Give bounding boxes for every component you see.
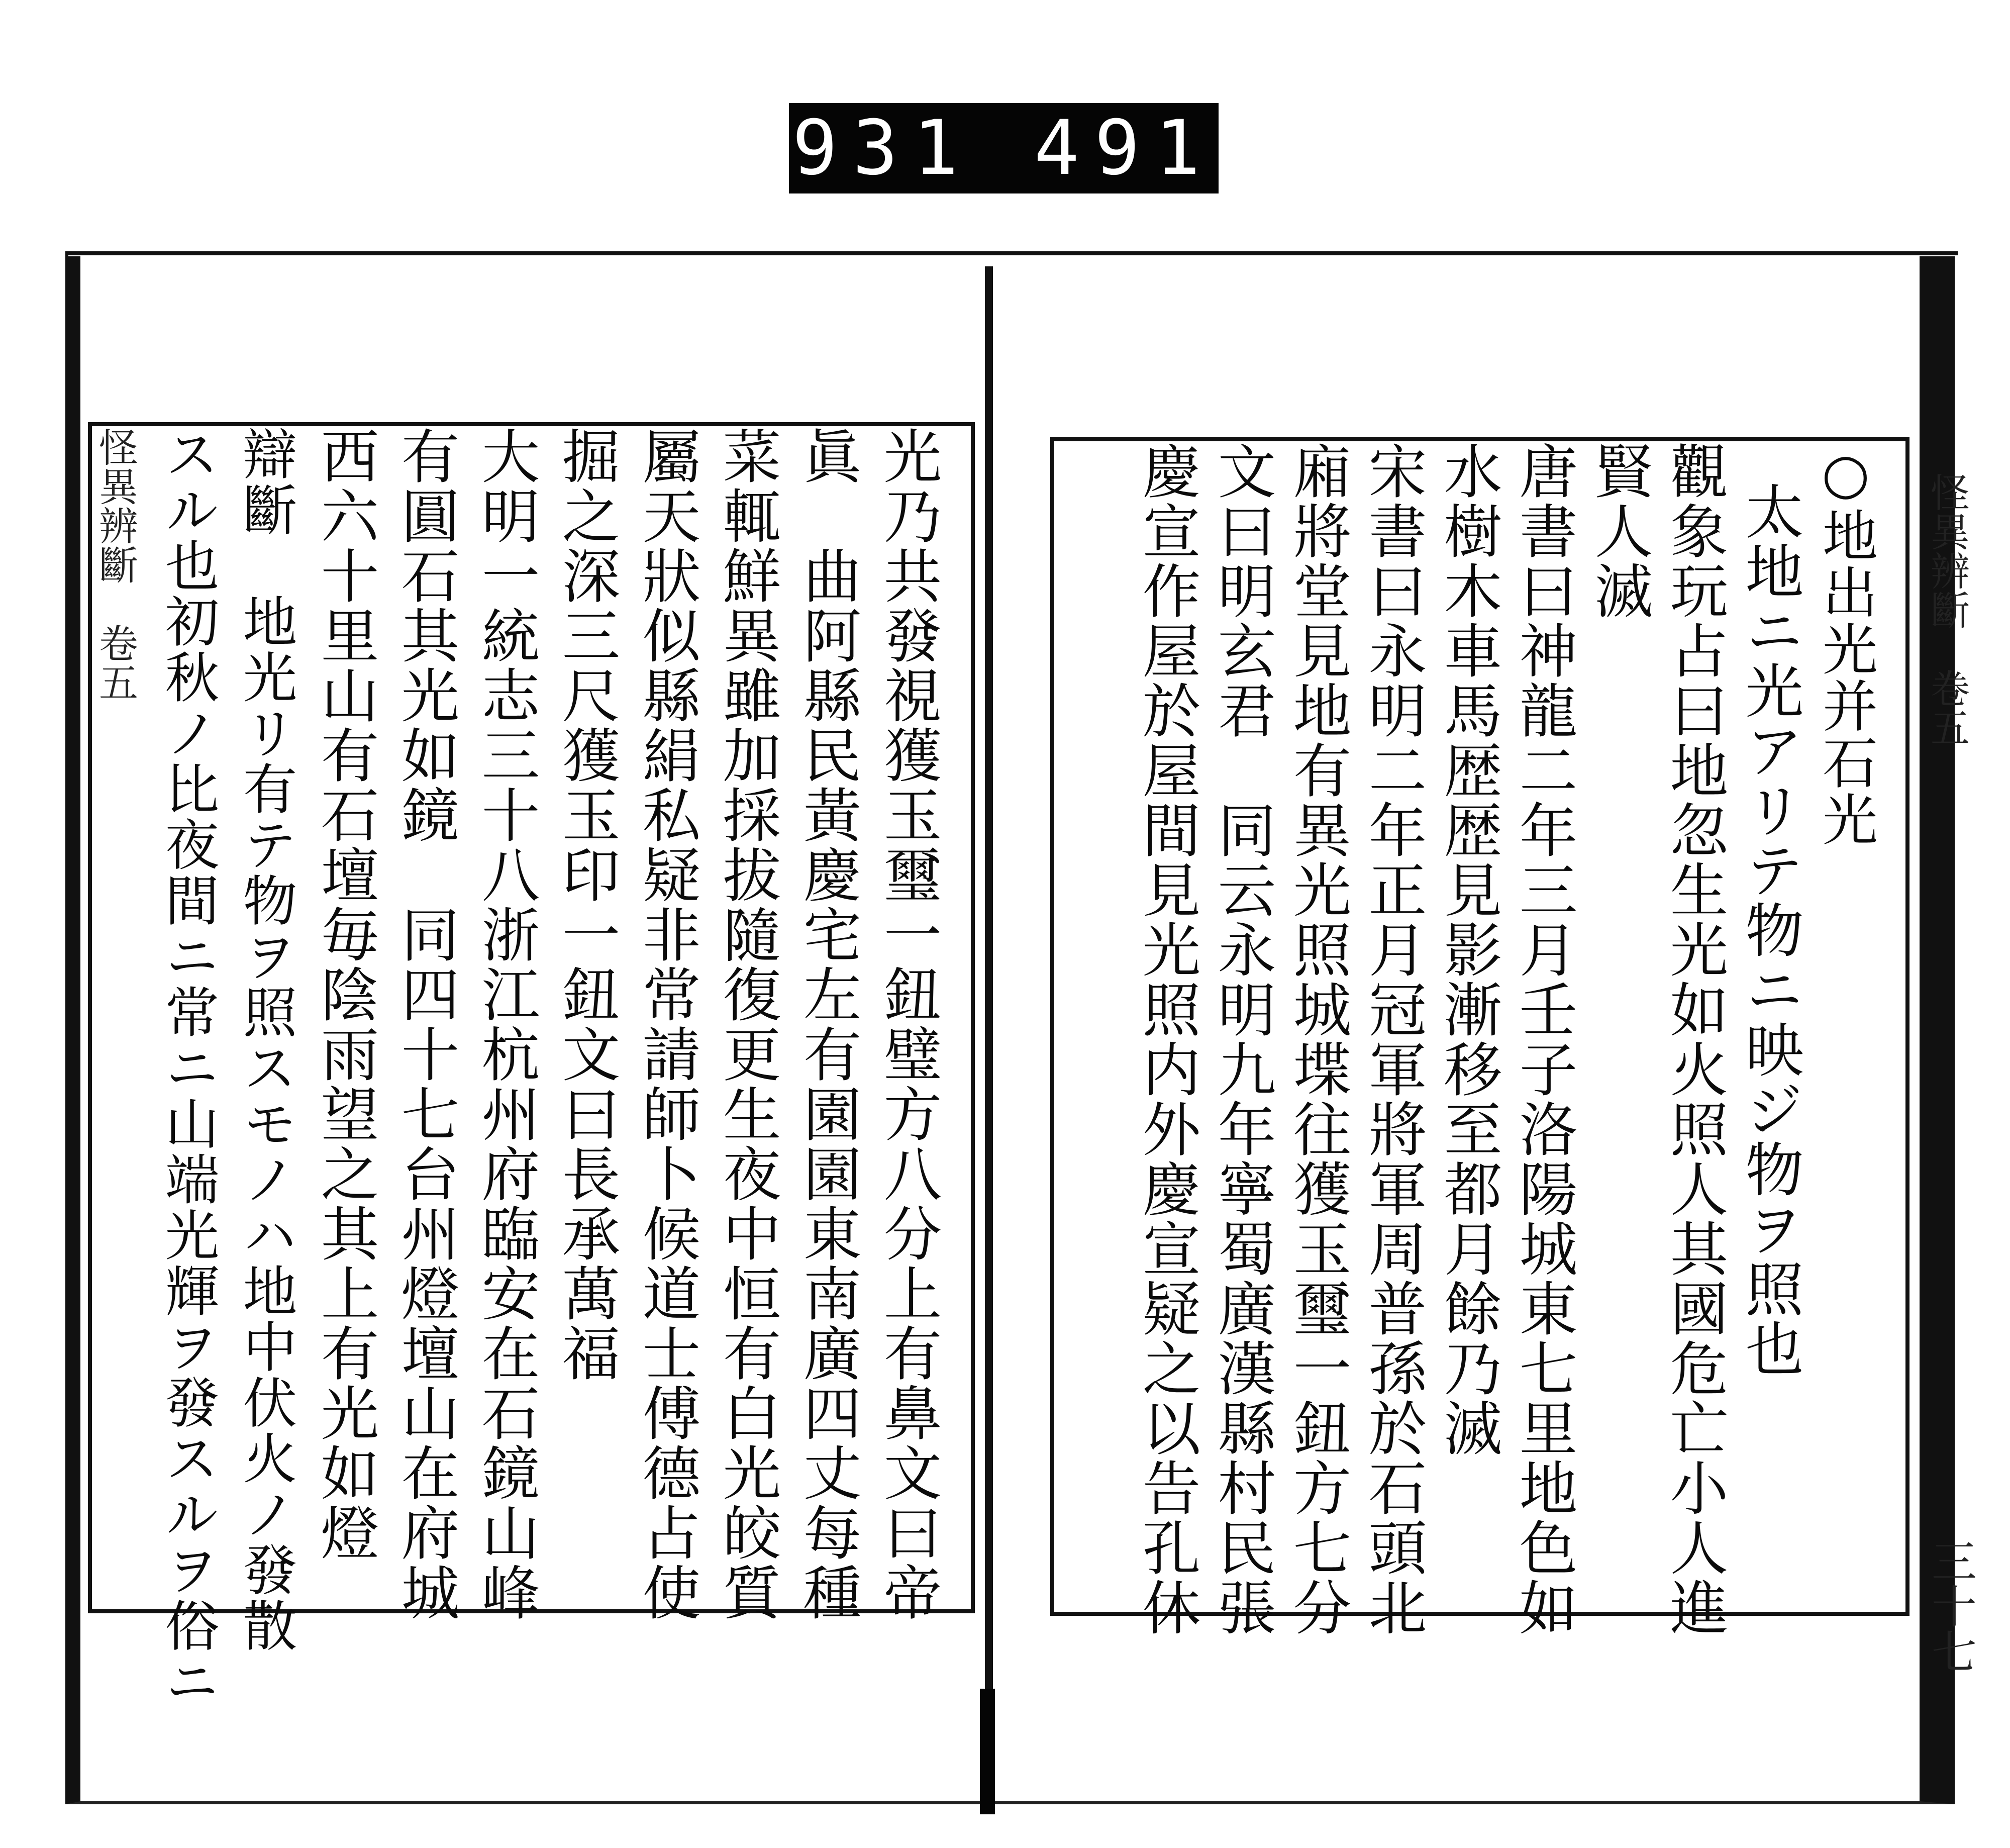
left-column-10: スル也初秋ノ比夜間ニ常ニ山端光輝ヲ發スルヲ俗ニ	[156, 426, 219, 1709]
right-column-2: 太地ニ光アリテ物ニ映ジ物ヲ照也	[1736, 481, 1803, 1379]
gutter-binding-tab	[980, 1689, 995, 1814]
right-column-10: 慶宣作屋於屋間見光照内外慶宣疑之以告孔休	[1133, 441, 1200, 1637]
left-column-6: 大明一統志三十八浙江杭州府臨安在石鏡山峰	[472, 426, 540, 1622]
left-column-2: 眞 曲阿縣民黃慶宅左有園園東南廣四丈每種	[793, 426, 861, 1622]
left-column-8: 西六十里山有石壇毎陰雨望之其上有光如燈	[311, 426, 379, 1563]
right-column-4: 賢人滅	[1585, 441, 1653, 621]
open-book	[65, 251, 1976, 1814]
catalogue-number-plate: 931 491	[789, 103, 1219, 193]
right-column-6: 水樹木車馬歴歴見影漸移至都月餘乃滅	[1434, 441, 1502, 1458]
left-column-1: 光乃共發視獲玉璽一鈕璧方八分上有鼻文曰帝	[874, 426, 942, 1622]
left-column-4: 屬天狀似縣絹私疑非常請師卜候道士傅德占使	[633, 426, 700, 1622]
right-column-8: 廂將堂見地有異光照城堞往獲玉璽一鈕方七分	[1283, 441, 1351, 1637]
right-column-5: 唐書曰神龍二年三月壬子洛陽城東七里地色如	[1510, 441, 1577, 1637]
right-column-9: 文曰明玄君 同云永明九年寧蜀廣漢縣村民張	[1208, 441, 1276, 1637]
right-column-7: 宋書曰永明二年正月冠軍將軍周普孫於石頭北	[1359, 441, 1427, 1637]
right-running-head: 怪異辨斷 卷五	[1924, 472, 1969, 747]
left-column-5: 掘之深三尺獲玉印一鈕文曰長承萬福	[552, 426, 620, 1383]
left-column-3: 菜輒鮮異雖加採拔隨復更生夜中恒有白光皎質	[713, 426, 781, 1622]
right-text-block	[1050, 437, 1909, 1637]
right-column-3: 觀象玩占曰地忽生光如火照人其國危亡小人進	[1660, 441, 1728, 1637]
section-heading: ○地出光并石光	[1814, 441, 1878, 848]
left-column-9: 辯斷 地光リ有テ物ヲ照スモノハ地中伏火ノ發散	[234, 426, 296, 1654]
left-column-7: 有圓石其光如鏡 同四十七台州燈壇山在府城	[391, 426, 459, 1622]
right-folio-number: 三十七	[1924, 1538, 1976, 1674]
left-running-head: 怪異辨斷 卷五	[92, 427, 138, 702]
book-gutter	[985, 266, 993, 1814]
left-text-block	[88, 422, 975, 1709]
